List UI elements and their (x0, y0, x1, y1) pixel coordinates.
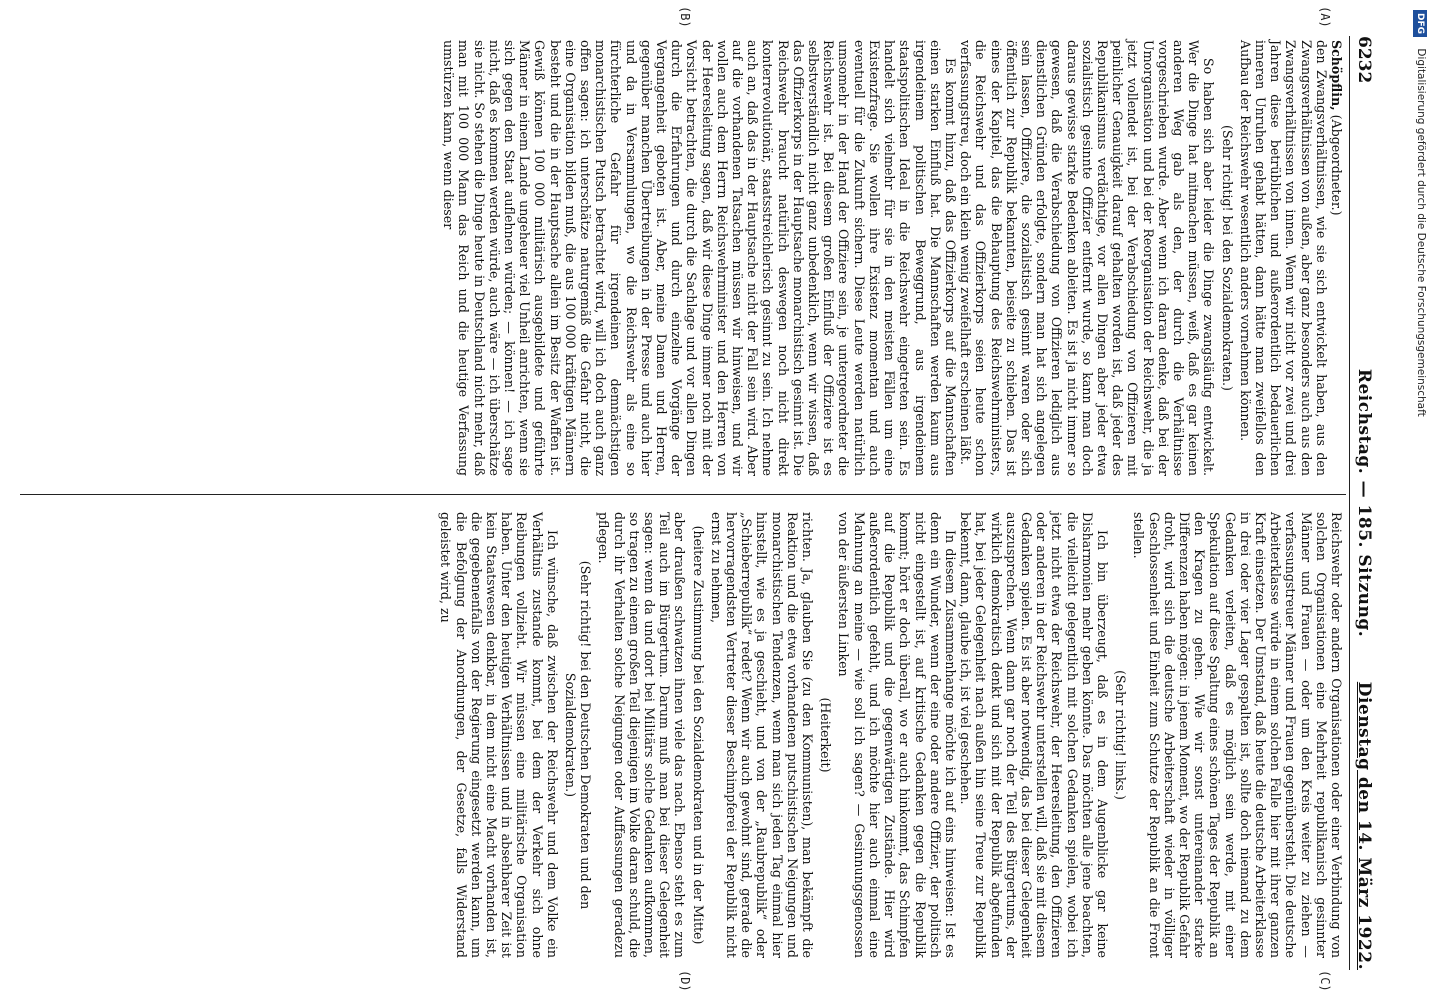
margin-marker-c: (C) (1318, 970, 1332, 992)
column-left: Schöpflin, (Abgeordneter.) den Zwangsverhältnissen, wie sie sich entwickelt haben, aus den Zwangsverhältnissen von außen, aber ganz besonders auch aus den Zwangsverhältnissen von innen. Wenn wir nicht vor zwei und drei Jahren diese betrüblichen und außerordentlich bedauerlichen inneren Unruhen gehabt hätten, dann hätte man zweifellos den Aufbau der Reichswehr wesentlich anders vornehmen können. (Sehr richtig! bei den Sozialdemokraten.) So haben sich aber leider die Dinge zwangsläufig entwickelt. Wer die Dinge hat mitmachen müssen, weiß, daß es gar keinen anderen Weg gab als den, der durch die Verhältnisse vorgeschrieben wurde. Aber wenn ich daran denke, daß bei der Umorganisation und bei der Reorganisation der Reichswehr, die ja jetzt vollendet ist, bei der Verabschiedung von Offizieren mit peinlicher Genauigkeit darauf gehalten worden ist, daß jeder des Republikanismus verdächtige, vor allen Dingen aber jeder etwa sozialistisch gesinnte Offizier entfernt wurde, so kann man doch daraus gewisse starke Bedenken ableiten. Es ist ja nicht immer so gewesen, daß die Verabschiedung von Offizieren lediglich aus dienstlichen Gründen erfolgte, sondern man hat sich angelegen sein lassen, Offiziere, die sozialistisch gesinnt waren oder sich öffentlich zur Republik bekannten, beiseite zu schieben. Das ist eines der Kapitel, das die Behauptung des Reichswehrministers, die Reichswehr und das Offizierkorps seien heute schon verfassungstreu, doch ein klein wenig zweifelhaft erscheinen läßt. Es kommt hinzu, daß das Offizierkorps auf die Mannschaften einen starken Einfluß hat. Die Mannschaften werden kaum aus irgendeinem politischen Beweggrund, aus irgendeinem staatspolitischen Ideal in die Reichswehr eingetreten sein. Es handelt sich vielmehr für sie in den meisten Fällen um eine Existenzfrage. Sie wollen ihre Existenz momentan und auch eventuell für die Zukunft sichern. Diese Leute werden natürlich umsomehr in der Hand der Offiziere sein, je untergeordneter die Reichswehr ist. Bei diesem großen Einfluß der Offiziere ist es selbstverständlich nicht ganz unbedenklich, wenn wir wissen, daß das Offizierkorps in der Hauptsache monarchistisch gesinnt ist. Die Reichswehr braucht natürlich deswegen noch nicht direkt konterrevolutionär, staatsstreichlerisch gesinnt zu sein. Ich nehme auch an, daß das in der Hauptsache nicht der Fall sein wird. Aber auf die vorhandenen Tatsachen müssen wir hinweisen, und wir wollen auch dem Herrn Reichswehrminister und den Herren von der Heeresleitung sagen, daß wir diese Dinge immer noch mit der Vorsicht betrachten, die durch die Sachlage und vor allen Dingen durch die Erfahrungen und durch einzelne Vorgänge der Vergangenheit geboten ist. Aber, meine Damen und Herren, gegenüber manchen Übertreibungen in der Presse und auch hier und da in Versammlungen, wo die Reichswehr als eine so fürchterliche Gefahr für irgendeinen demnächstigen monarchistischen Putsch betrachtet wird, will ich doch auch ganz offen sagen: ich unterschätze naturgemäß die Gefahr nicht, die eine Organisation bilden muß, die aus 100 000 kräftigen Männern besteht und die in der Hauptsache allein im Besitz der Waffen ist. Gewiß können 100 000 militärisch ausgebildete und geführte Männer in einem Lande ungeheuer viel Unheil anrichten, wenn sie sich gegen den Staat auflehnen würden; — können! — ich sage nicht, daß es kommen werden würde, auch wäre — ich überschätze sie nicht. So stehen die Dinge heute in Deutschland nicht mehr, daß man mit 100 000 Mann das Reich und die heutige Verfassung umstürzen kann, wenn dieser (441, 40, 1344, 476)
dfg-logo: DFG (1413, 10, 1427, 37)
paragraph: Reichswehr oder andern Organisationen oder einer Verbindung von solchen Organisationen eine Mehrheit republikanisch gesinnter Männer und Frauen — oder um den Kreis weiter zu ziehen — verfassungstreuer Männer und Frauen gegenübersteht. Die deutsche Arbeiterklasse würde in einem solchen Falle hier mit ihrer ganzen Kraft einsetzen. Der Umstand, daß heute die deutsche Arbeiterklasse in drei oder vier Lager gespalten ist, sollte doch niemand zu dem Gedanken verleiten, daß es möglich sein werde, mit einer Spekulation auf diese Spaltung eines schönen Tages der Republik an den Kragen zu gehen. Wie wir sonst untereinander starke Differenzen haben mögen: in jenem Moment, wo der Republik Gefahr droht, wird sich die deutsche Arbeiterschaft wieder in völliger Geschlossenheit und Einheit zum Schutze der Republik an die Front stellen. (1131, 512, 1344, 958)
speaker-name: Schöpflin, (1329, 40, 1344, 111)
interjection: (Sehr richtig! bei den Deutschen Demokraten und den Sozialdemokraten.) (563, 560, 594, 910)
paragraph: So haben sich aber leider die Dinge zwangsläufig entwickelt. Wer die Dinge hat mitmachen müssen, weiß, daß es gar keinen anderen Weg gab als den, der durch die Verhältnisse vorgeschrieben wurde. Aber wenn ich daran denke, daß bei der Umorganisation und bei der Reorganisation der Reichswehr, die ja jetzt vollendet ist, bei der Verabschiedung von Offizieren mit peinlicher Genauigkeit darauf gehalten worden ist, daß jeder des Republikanismus verdächtige, vor allen Dingen aber jeder etwa sozialistisch gesinnte Offizier entfernt wurde, so kann man doch daraus gewisse starke Bedenken ableiten. Es ist ja nicht immer so gewesen, daß die Verabschiedung von Offizieren lediglich aus dienstlichen Gründen erfolgte, sondern man hat sich angelegen sein lassen, Offiziere, die sozialistisch gesinnt waren oder sich öffentlich zur Republik bekannten, beiseite zu schieben. Das ist eines der Kapitel, das die Behauptung des Reichswehrministers, die Reichswehr und das Offizierkorps seien heute schon verfassungstreu, doch ein klein wenig zweifelhaft erscheinen läßt. (958, 40, 1217, 476)
margin-marker-a: (A) (1318, 6, 1332, 28)
paragraph: Ich wünsche, daß zwischen der Reichswehr und dem Volke ein Verhältnis zustande kommt, bei dem der Verkehr sich ohne Reibungen vollzieht. Wir müssen eine militärische Organisation haben. Unter den heutigen Verhältnissen und in absehbarer Zeit ist kein Staatswesen denkbar, in dem nicht eine Macht vorhanden ist, die gegebenenfalls von der Regierung eingesetzt werden kann, um die Befolgung der Anordnungen, der Gesetze, falls Widerstand geleistet wird, zu (438, 512, 560, 958)
column-right (20, 512, 1344, 958)
paragraph: Ich bin überzeugt, daß es in dem Augenblicke gar keine Disharmonien mehr geben könnte. Das möchten alle jene beachten, die vielleicht gelegentlich mit solchen Gedanken spielen, wobei ich jetzt nicht etwa der Reichswehr, der Heeresleitung, den Offizieren oder anderen in der Reichswehr unterstellen will, daß sie mit diesem Gedanken spielen. Es ist aber notwendig, das bei dieser Gelegenheit auszusprechen. Wenn dann gar noch der Teil des Bürgertums, der wirklich demokratisch denkt und sich mit der Republik abgefunden hat, bei jeder Gelegenheit nach außen hin seine Treue zur Republik bekennt, dann, glaube ich, ist viel geschehen. (958, 512, 1110, 958)
interjection: (Sehr richtig! links.) (1113, 670, 1129, 800)
margin-marker-d: (D) (678, 970, 692, 992)
digitization-text: Digitalisierung gefördert durch die Deutsche Forschungsgemeinschaft (1415, 48, 1427, 417)
speaker-role: Abgeordneter. (1329, 119, 1344, 211)
column-separator (20, 494, 1346, 495)
paragraph: richten. Ja, glauben Sie (zu den Kommunisten), man bekämpft die Reaktion und die etwa vorhandenen putschistischen Neigungen und monarchistischen Tendenzen, wenn man sich jeden Tag einmal hier hinstellt, wie es ja geschieht, und von der „Raubrepublik“ oder „Schieberrepublik“ redet? Wenn wir auch gewohnt sind, gerade die hervorragendsten Vertreter dieser Beschimpferei der Republik nicht ernst zu nehmen, (708, 512, 816, 958)
paragraph: aber draußen schwatzen ihnen viele das nach. Ebenso steht es zum Teil auch im Bürgertum. Darum muß man bei dieser Gelegenheit sagen: wenn da und dort bei Militärs solche Gedanken aufkommen, so tragen zu einem großen Teil diejenigen im Volke daran schuld, die durch ihr Verhalten solche Neigungen oder Auffassungen geradezu pflegen. (596, 512, 688, 958)
page-header (1348, 36, 1374, 970)
margin-marker-b: (B) (678, 6, 692, 28)
session-title: Reichstag. — 185. Sitzung. (1354, 368, 1374, 638)
interjection: (Heiterkeit) (818, 697, 834, 773)
session-date: Dienstag den 14. März 1922. (1354, 681, 1374, 970)
header-rule (1349, 36, 1350, 970)
interjection: (heitere Zustimmung bei den Sozialdemokraten und in der Mitte) (690, 525, 706, 945)
paragraph: den Zwangsverhältnissen, wie sie sich entwickelt haben, aus den Zwangsverhältnissen von außen, aber ganz besonders auch aus den Zwangsverhältnissen von innen. Wenn wir nicht vor zwei und drei Jahren diese betrüblichen und außerordentlich bedauerlichen inneren Unruhen gehabt hätten, dann hätte man zweifellos den Aufbau der Reichswehr wesentlich anders vornehmen können. (1237, 40, 1329, 476)
digitization-note (1410, 10, 1432, 990)
paragraph: In diesem Zusammenhange möchte ich auf eins hinweisen: Ist es denn ein Wunder, wenn der eine oder andere Offizier, der politisch nicht eingestellt ist, auf kritische Gedanken gegen die Republik kommt; hört er doch überall, wo er auch hinkommt, das Schimpfen auf die Republik und die gegenwärtigen Zustände. Hier wird außerordentlich gefehlt, und ich möchte hier auch einmal eine Mahnung an meine — wie soll ich sagen? — Gesinnungsgenossen von der äußersten Linken (836, 512, 958, 958)
paragraph: Es kommt hinzu, daß das Offizierkorps auf die Mannschaften einen starken Einfluß hat. Die Mannschaften werden kaum aus irgendeinem politischen Beweggrund, aus irgendeinem staatspolitischen Ideal in die Reichswehr eingetreten sein. Es handelt sich vielmehr für sie in den meisten Fällen um eine Existenzfrage. Sie wollen ihre Existenz momentan und auch eventuell für die Zukunft sichern. Diese Leute werden natürlich umsomehr in der Hand der Offiziere sein, je untergeordneter die Reichswehr ist. Bei diesem großen Einfluß der Offiziere ist es selbstverständlich nicht ganz unbedenklich, wenn wir wissen, daß das Offizierkorps in der Hauptsache monarchistisch gesinnt ist. Die Reichswehr braucht natürlich deswegen noch nicht direkt konterrevolutionär, staatsstreichlerisch gesinnt zu sein. Ich nehme auch an, daß das in der Hauptsache nicht der Fall sein wird. Aber auf die vorhandenen Tatsachen müssen wir hinweisen, und wir wollen auch dem Herrn Reichswehrminister und den Herren von der Heeresleitung sagen, daß wir diese Dinge immer noch mit der Vorsicht betrachten, die durch die Sachlage und vor allen Dingen durch die Erfahrungen und durch einzelne Vorgänge der Vergangenheit geboten ist. Aber, meine Damen und Herren, gegenüber manchen Übertreibungen in der Presse und auch hier und da in Versammlungen, wo die Reichswehr als eine so fürchterliche Gefahr für irgendeinen demnächstigen monarchistischen Putsch betrachtet wird, will ich doch auch ganz offen sagen: ich unterschätze naturgemäß die Gefahr nicht, die eine Organisation bilden muß, die aus 100 000 kräftigen Männern besteht und die in der Hauptsache allein im Besitz der Waffen ist. Gewiß können 100 000 militärisch ausgebildete und geführte Männer in einem Lande ungeheuer viel Unheil anrichten, wenn sie sich gegen den Staat auflehnen würden; — können! — ich sage nicht, daß es kommen werden würde, auch wäre — ich überschätze sie nicht. So stehen die Dinge heute in Deutschland nicht mehr, daß man mit 100 000 Mann das Reich und die heutige Verfassung umstürzen kann, wenn dieser (441, 40, 958, 476)
page-number: 6232 (1354, 36, 1374, 84)
interjection: (Sehr richtig! bei den Sozialdemokraten.) (1219, 125, 1235, 391)
